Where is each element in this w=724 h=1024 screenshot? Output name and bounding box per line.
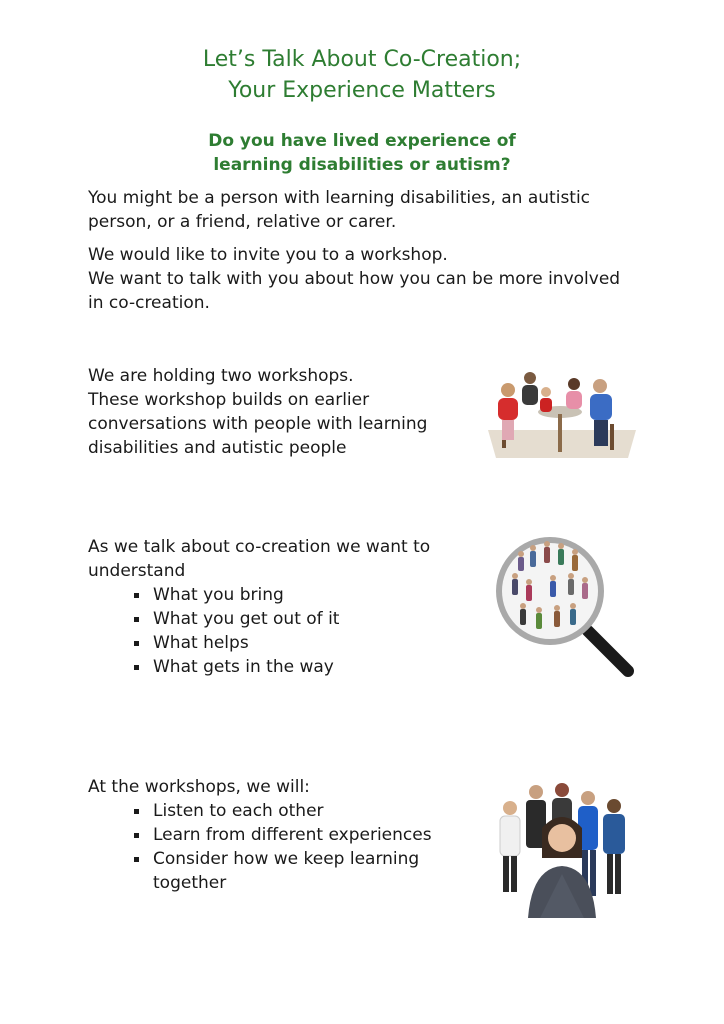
subtitle-line-1: Do you have lived experience of (208, 131, 516, 151)
list-item: Learn from different experiences (132, 823, 508, 847)
page-title (0, 44, 724, 106)
intro-paragraph-2 (88, 243, 648, 315)
understand-bullet-list (88, 583, 508, 679)
people-at-table-icon (486, 368, 638, 462)
intro-p2-line: We want to talk with you about how you can be more involved (88, 269, 621, 289)
intro-paragraph-1 (88, 186, 648, 234)
title-line-1: Let’s Talk About Co-Creation; (202, 47, 522, 72)
group-of-people-icon (490, 778, 638, 918)
workshops-line: conversations with people with learning (88, 414, 428, 434)
workshops-line: These workshop builds on earlier (88, 390, 370, 410)
list-item: What gets in the way (132, 655, 508, 679)
intro-p1-line: person, or a friend, relative or carer. (88, 212, 397, 232)
workshops-line: We are holding two workshops. (88, 366, 354, 386)
title-line-2: Your Experience Matters (228, 78, 496, 103)
list-item: What you bring (132, 583, 508, 607)
list-item-line: Consider how we keep learning (153, 849, 420, 869)
list-item: Listen to each other (132, 799, 508, 823)
workshops-will-section (88, 775, 508, 895)
understand-line: As we talk about co-creation we want to (88, 537, 431, 557)
workshops-section (88, 364, 488, 460)
list-item: What you get out of it (132, 607, 508, 631)
list-item-line: together (153, 873, 227, 893)
intro-p1-line: You might be a person with learning disabilities, an autistic (88, 188, 591, 208)
list-item (132, 847, 508, 895)
workshops-will-lead: At the workshops, we will: (88, 777, 310, 797)
subtitle-line-2: learning disabilities or autism? (213, 155, 511, 175)
list-item: What helps (132, 631, 508, 655)
page-subtitle (0, 129, 724, 177)
magnifying-glass-people-icon (494, 535, 636, 677)
intro-p2-line: We would like to invite you to a workshop. (88, 245, 448, 265)
workshops-will-bullet-list (88, 799, 508, 895)
understand-line: understand (88, 561, 186, 581)
intro-p2-line: in co-creation. (88, 293, 210, 313)
understand-section (88, 535, 508, 679)
workshops-line: disabilities and autistic people (88, 438, 347, 458)
